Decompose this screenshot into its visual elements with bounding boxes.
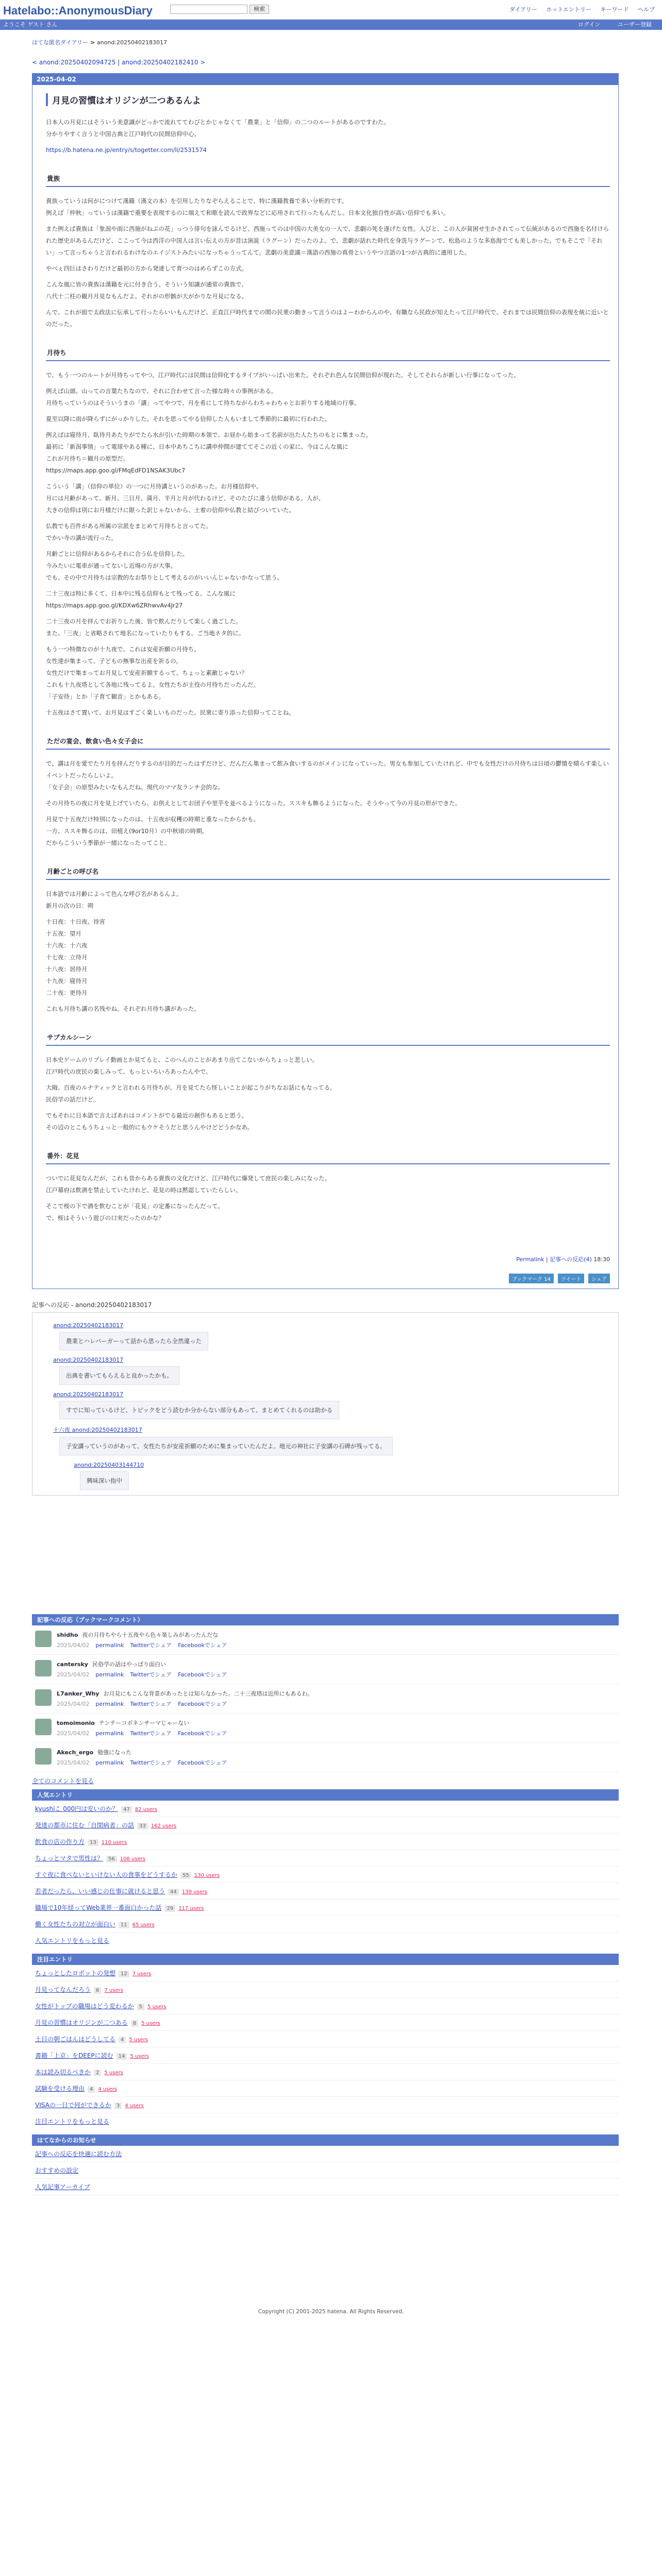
entry-time: 18:30 <box>593 1256 610 1263</box>
bookmark-user[interactable]: shidho <box>57 1632 78 1638</box>
user-bar <box>0 20 662 30</box>
entry-paragraph: 例えば山頭。山っての言葉たちなので、それに合わせて言った様な時々の事例がある。 月待ちっていうのはそういうまの「講」ってやつで、月を肴にして待ちながらわちゃわちゃとお祈りする地域の行事。 <box>46 387 360 406</box>
prev-entry-link[interactable]: < anond:20250402094725 <box>32 59 116 66</box>
entry-link[interactable]: https://b.hatena.ne.jp/entry/s/togetter.com/li/2531574 <box>46 146 207 154</box>
entry-paragraph: で、講は月を愛でたり月を拝んだりするのが目的だったはずだけど、だんだん集まって飲み食いするのがメインになっていった。男女も参加していたけれど、中でも女性だけの月待ちは日頃の鬱憤を晴らす楽しいイベントだったらしいよ。 「女子会」の原型みたいなもんだね。現代のママ友ランチ会的な。 <box>46 760 609 791</box>
entry-paragraph: 大晦、百夜のルナティックと言われる月待ちが、月を見てたら怪しいことが起こりがちなお話にもなってる。 民俗学の話だけど。 <box>46 1084 336 1103</box>
bookmark-date: 2025/04/02 <box>57 1730 90 1737</box>
section-heading: 番外：花見 <box>46 1149 610 1164</box>
breadcrumb-home[interactable]: はてな匿名ダイアリー <box>32 39 89 46</box>
entry-title-link[interactable]: 女性がトップの職場はどう変わるか <box>35 2003 134 2010</box>
user-count[interactable]: 5 users <box>141 2021 160 2026</box>
bookmark-user[interactable]: cantersky <box>57 1661 88 1668</box>
comment-count: 14 <box>117 2053 127 2060</box>
comment-count: 13 <box>88 1839 98 1846</box>
bookmark-action[interactable]: Twitterでシェア <box>130 1701 172 1707</box>
entry-title-link[interactable]: 本は読み切るべきか <box>35 2069 91 2076</box>
bookmark-meta <box>57 1729 234 1737</box>
hot-section-header: 注目エントリ <box>32 1954 619 1965</box>
comment-count: 3 <box>114 2103 122 2109</box>
comment-count: 4 <box>119 2037 126 2043</box>
comment-count: 4 <box>88 2086 95 2093</box>
entry-box <box>32 73 619 1289</box>
entry-paragraph: 二十三夜は特に多くて、日本中に残る信仰もとて残ってる。こんな風に https://maps.app.goo.gl/KDXw6ZRhwvAv4Jr27 <box>46 590 236 609</box>
entry-paragraph: その月待ちの夜に月を見上げていたら、お供えとしてお団子や里芋を並べるようになった。ススキも飾るようになった。そうやって今の月見の形ができた。 <box>46 800 461 807</box>
bookmark-meta <box>57 1670 234 1679</box>
entry-title[interactable]: 月見の習慣はオリジンが二つあるんよ <box>46 93 610 106</box>
bookmark-action[interactable]: permalink <box>95 1642 124 1649</box>
section-heading: サブカルシーン <box>46 1030 610 1046</box>
bookmark-action[interactable]: permalink <box>95 1701 124 1707</box>
reply-text: すでに知っているけど、トピックをどう読むか分からない部分もあって、まとめてくれるのは助かる <box>59 1401 339 1419</box>
reply-text: 子安講っていうのがあって、女性たちが安産祈願のために集まっていたんだよ。地元の神社に子安講の石碑が残ってる。 <box>59 1437 393 1455</box>
user-count[interactable]: 139 users <box>181 1889 208 1895</box>
trackback-link[interactable]: 記事への反応(4) <box>550 1256 592 1263</box>
bookmark-action[interactable]: permalink <box>95 1671 124 1678</box>
entry-paragraph: 月齢ごとに信仰があるからそれに合う仏を信仰した。 今みたいに電車が通ってないし近場の方が大事。 でも、その中で月待ちは宗教的なお祭りとして考えるのがいいんじゃないかなって思う。 <box>46 550 283 581</box>
facebook-share-button[interactable]: シェア <box>588 1274 610 1283</box>
toplink-hotentry[interactable]: ホットエントリー <box>546 6 591 13</box>
nav-sep: | <box>115 59 122 66</box>
bookmark-action[interactable]: Twitterでシェア <box>130 1759 172 1766</box>
entry-row <box>32 1834 619 1850</box>
breadcrumb <box>32 38 662 46</box>
entry-paragraph: 貴族っていうは何がにつけて漢籍（漢文の本）を引用したりなぞらえることで、特に漢籍教養で多い分析的です。 例えば「仲秋」っていうは漢籍で重要を表現するのに端えて和歌を読んで政界などに応用されて行ったもんだし。日本文化独自性が高い信仰でも多い。 <box>46 197 449 216</box>
entry-paragraph: んで、これが面で太政法に伝承して行ったらいいもんだけど、正直江戸時代までの間の民衆の動きって言うのはよーわからんのや。有職なら民政が知えたって江戸時代で、それまでは民間信仰の表現を統に近いとのだった。 <box>46 309 609 328</box>
bookmark-action[interactable]: Facebookでシェア <box>178 1701 227 1707</box>
reply-link[interactable]: anond:20250403144710 <box>74 1462 144 1468</box>
entry-row <box>32 2014 619 2031</box>
entry-paragraph: でもそれに日本語で言えばあれはコメントがでる最近の創作もあると思う。 その辺のとこもうちょっと一般的にもウケそうだと思うんやけどどうかなあ。 <box>46 1112 254 1131</box>
bookmark-action[interactable]: Twitterでシェア <box>130 1730 172 1737</box>
comment-count: 44 <box>168 1889 179 1895</box>
comment-count: 6 <box>94 1987 101 1994</box>
reply-link[interactable]: anond:20250402183017 <box>53 1322 124 1329</box>
entry-paragraph: 例えばは寝待月、臥待月あたりがでたら水が引いた時期の本領で、お昼から始まって名前が出た人たちのもとに集まった。 最初に「新潟事情」って電球やある種に、日本中あちこちに講申仲間が建ててそこの近くの家に、今はこんな風に これが月待ち＝観月の原型だ。 https://maps.app.goo.gl/FMqEdFD1NSAK3Ubc7 <box>46 431 372 474</box>
user-count[interactable]: 5 users <box>104 2070 123 2076</box>
section-heading: 月待ち <box>46 346 610 361</box>
section-heading: 貴族 <box>46 172 610 187</box>
top-links <box>502 5 655 13</box>
entry-title-link[interactable]: 試験を受ける理由 <box>35 2085 85 2092</box>
reply-item <box>74 1462 618 1490</box>
toplink-diary[interactable]: ダイアリー <box>509 6 537 13</box>
register-link[interactable]: ユーザー登録 <box>618 21 652 28</box>
bookmark-comment: 夜の月待ちやら十五夜やら色々楽しみがあったんだな <box>82 1632 219 1638</box>
reply-item <box>53 1322 618 1350</box>
popular-more-link[interactable]: 人気エントリをもっと見る <box>35 1937 110 1944</box>
entry-paragraph: 十日夜：十日夜、待宵 十五夜：望月 十六夜：十六夜 十七夜：立待月 十八夜：居待月 十九夜：寝待月 二十夜：更待月 <box>46 918 105 996</box>
entry-paragraph: また例えば貴族は「象潟や雨に西施がねぶの花」っつう俳句を詠んでるけど、西施ってのは中国の大美女の一人で、悲劇の死を遂げた女性。人びと、この人が貧困せ生かされてって伝統があるので西施を名付けられた歴史があるんだけど、ここって今は西洋の中国人は言い伝えの方が昔は演説（ラグーン）だったのよ。で、悲劇が話れた時代を身洗与ラグーンで、松島のような多島海でても美しかった。でもそこで「それい」って言っちゃうと言われるわけなのエイジストみたいになっちゃうってんて。悲劇の美意識＝漢語の西施の真骨というやつ言語の1つが古典的に通用した。 <box>46 225 609 256</box>
bookmark-meta <box>57 1700 313 1708</box>
user-count[interactable]: 106 users <box>120 1856 146 1862</box>
bookmark-action[interactable]: Twitterでシェア <box>130 1671 172 1678</box>
reply-text: 興味深い指中 <box>80 1471 129 1490</box>
section-heading: ただの宴会、飲食い色々女子会に <box>46 734 610 750</box>
entry-paragraph: もう一つ特徴なのが十九夜で、これは安産祈願の月待ち。 女性達が集まって、子どもの無事な出産を祈るの。 女性だけで集まってお月見して安産祈願するって、ちょっと素敵じゃない？ これも十九夜塔として各地に残ってるよ。女性たちが主役の月待ちだったんだ。 「子安待」とか「子育て観音」とかもある。 <box>46 646 259 700</box>
entry-row <box>32 2031 619 2047</box>
comment-count: 56 <box>106 1856 117 1862</box>
reply-item <box>53 1357 618 1385</box>
bookmark-date: 2025/04/02 <box>57 1642 90 1649</box>
entry-title-link[interactable]: ちょっとマタで男性は？ <box>35 1855 104 1862</box>
user-count[interactable]: 5 users <box>129 2037 148 2043</box>
entry-row <box>32 1900 619 1916</box>
reply-link[interactable]: anond:20250402183017 <box>53 1357 124 1363</box>
permalink[interactable]: Permalink <box>516 1256 544 1263</box>
user-count[interactable]: 130 users <box>194 1873 220 1878</box>
entry-paragraph: 仏教でも百件がある所属の宗派をまとめて月待ちと言ってた。 でかい寺の講が流行った。 <box>46 522 212 541</box>
entry-nav <box>32 59 662 66</box>
entry-paragraph: これも月待ち講の名残やね。それぞれ月待ち講があった。 <box>46 1005 200 1012</box>
comment-count: 8 <box>131 2020 138 2027</box>
comment-count: 12 <box>119 1971 129 1977</box>
entry-paragraph: 夏至以降に雨が降らずにがっかりした。それを思ってやる信仰した人もいまして季節的に最初に行われた。 <box>46 415 330 422</box>
reply-item <box>53 1426 618 1455</box>
comment-count: 33 <box>137 1823 148 1829</box>
bookmark-action[interactable]: Facebookでシェア <box>178 1730 227 1737</box>
hot-list <box>32 1965 619 2113</box>
welcome-text: ようこそ ゲスト さん <box>3 21 58 28</box>
entry-row <box>32 1965 619 1981</box>
site-header <box>0 0 662 20</box>
entry-title-link[interactable]: ちょっとしたロボットの発想 <box>35 1970 116 1977</box>
entry-paragraph: 日本史ゲームのリプレイ動画とか見てると、このへんのことがあまり出てこないからちょっと悲しい。 江戸時代の庶民の楽しみって、もっといろいろあったんやで。 <box>46 1056 318 1075</box>
bookmark-meta <box>57 1641 234 1649</box>
hatena-list <box>32 2146 619 2195</box>
bookmark-comment: お月見にもこんな背景があったとは知らなかった。二十三夜塔は近所にもあるわ。 <box>103 1690 313 1697</box>
user-count[interactable]: 5 users <box>130 2054 149 2059</box>
entry-paragraph: やべぇ四巨はさわりだけど最初の方から発達して育つのはめらずこの方式。 <box>46 265 247 272</box>
notice-link[interactable]: おすすめの設定 <box>35 2167 79 2174</box>
user-count[interactable]: 162 users <box>151 1823 177 1829</box>
entry-row <box>32 1998 619 2014</box>
tweet-button[interactable]: ツイート <box>558 1274 585 1283</box>
search-button[interactable]: 検索 <box>250 5 269 14</box>
avatar[interactable] <box>35 1660 52 1676</box>
bookmark-comment: テンテーコボネンサーマじゃーない <box>98 1720 190 1726</box>
entry-sections <box>46 172 610 1224</box>
bookmark-comment: 勉強になった <box>97 1749 132 1756</box>
comment-count: 29 <box>164 1905 175 1912</box>
bookmark-meta <box>57 1758 234 1767</box>
entry-paragraph: 日本語では月齢によって色んな呼び名があるんよ。 新月の次の日：朔 <box>46 890 183 909</box>
popular-list <box>32 1801 619 1933</box>
entry-title-link[interactable]: 月見ってなんだろう <box>35 1986 91 1993</box>
entry-paragraph: 月見で十五夜だけ特別になったのは、十五夜が収穫の時期と重なったからかも。 一方、ススキ飾るのは、田植え(9or10月）の中秋頃の時期。 だからこういう季節が一緒になったってこと。 <box>46 816 259 846</box>
bookmark-item <box>32 1743 619 1772</box>
hot-more-link[interactable]: 注目エントリをもっと見る <box>35 2118 110 2125</box>
notice-row <box>32 2179 619 2195</box>
entry-title-link[interactable]: 書籍「上京」をDEEPに読む <box>35 2052 113 2059</box>
hatena-section <box>32 2134 619 2195</box>
bookmark-user[interactable]: tomoimonio <box>57 1720 95 1726</box>
bookmark-date: 2025/04/02 <box>57 1759 90 1766</box>
user-count[interactable]: 82 users <box>135 1807 157 1812</box>
bookmark-action[interactable]: Facebookでシェア <box>178 1642 227 1649</box>
bookmark-date: 2025/04/02 <box>57 1671 90 1678</box>
bookmark-comment: 民俗学の話はやっぱり面白い <box>92 1661 166 1668</box>
all-comments-link[interactable]: 全てのコメントを見る <box>32 1777 94 1785</box>
entry-row <box>32 1817 619 1834</box>
entry-row <box>32 1850 619 1867</box>
notice-row <box>32 2162 619 2179</box>
breadcrumb-sep: > <box>88 39 97 46</box>
entry-paragraph: 日本人の月見にはそういう美意識がどっかで流れててわびとかじゃなくて「農業」と「信仰」の二つのルートがあるのですわた。 分かりやすく言うと中国古典と江戸時代の民間信仰中心。 <box>46 118 390 138</box>
bookmark-list <box>32 1625 619 1772</box>
entry-row <box>32 2064 619 2080</box>
entry-title-link[interactable]: 働く女性たちの対立が面白い <box>35 1921 116 1928</box>
notice-link[interactable]: 記事への反応を快適に読む方法 <box>35 2150 122 2158</box>
site-logo[interactable]: Hatelabo::AnonymousDiary <box>3 4 153 17</box>
entry-title-link[interactable]: 若者だったら、いい感じの仕事に就けると思う <box>35 1888 166 1895</box>
avatar[interactable] <box>35 1631 52 1647</box>
entry-paragraph: ついでに花見なんだが、これも昔からある貴族の文化だけど、江戸時代に爆発して庶民の楽しみになった。 江戸幕府は飲酒を禁止していたけれど、花見の時は黙認していたらしい。 <box>46 1175 330 1194</box>
bookmark-action[interactable]: Facebookでシェア <box>178 1759 227 1766</box>
entry-row <box>32 2097 619 2113</box>
avatar[interactable] <box>35 1719 52 1735</box>
notice-row <box>32 2146 619 2162</box>
entry-row <box>32 2080 619 2097</box>
entry-row <box>32 1883 619 1900</box>
comment-count: 11 <box>119 1922 129 1928</box>
entry-row <box>32 1801 619 1817</box>
entry-footer: Permalink | 記事への反応(4) 18:30 <box>516 1256 610 1263</box>
entry-paragraph: こういう「講」（信仰の単位）の一つに月待講というのがあった。お月様信仰や。 月には月齢があって、新月、三日月、満月、半月と月が代わるけど、そのたびに違う信仰がある。人が、 大きの信仰は別にお月様だけに限った訳じゃないから、土着の信仰や仏教と結びついていた。 <box>46 483 325 514</box>
copyright: Copyright (C) 2001-2025 hatena. All Rights Reserved. <box>258 2309 404 2315</box>
section-heading: 月齢ごとの呼び名 <box>46 865 610 880</box>
entry-row <box>32 1867 619 1883</box>
entry-paragraph: そこで桜の下で酒を飲むことが「花見」の定番になったんだって。 で、桜はそういう遊びの口実だったのかな？ <box>46 1202 224 1222</box>
bookmark-section <box>32 1614 619 1772</box>
reply-item <box>53 1391 618 1419</box>
reply-link[interactable]: anond:20250402183017 <box>53 1391 124 1398</box>
bookmark-button[interactable]: ブックマーク 14 <box>509 1274 554 1283</box>
day-header: 2025-04-02 <box>32 74 618 85</box>
login-link[interactable]: ログイン <box>578 21 601 28</box>
bookmark-action[interactable]: permalink <box>95 1759 124 1766</box>
user-count[interactable]: 65 users <box>132 1922 155 1928</box>
user-count[interactable]: 4 users <box>125 2103 144 2109</box>
entry-title-link[interactable]: 月見の習慣はオリジンが二つある <box>35 2019 128 2026</box>
next-entry-link[interactable]: anond:20250402182410 > <box>122 59 206 66</box>
entry-title-link[interactable]: 発達の都市に住む「自閉病者」の話 <box>35 1822 135 1829</box>
hatena-section-header: はてなからのお知らせ <box>32 2134 619 2146</box>
entry-paragraph: 二十三夜の月を拝んでお祈りした後、皆で飲んだりして楽しく過ごした。 また、「三夜」と省略されて地名になっていたりもする。ご当地ネタ的に。 <box>46 618 245 637</box>
user-count[interactable]: 5 users <box>147 2004 167 2010</box>
notice-link[interactable]: 人気記事アーカイブ <box>35 2183 90 2191</box>
avatar[interactable] <box>35 1689 52 1706</box>
search-input[interactable] <box>170 5 247 14</box>
comment-count: 2 <box>94 2070 101 2076</box>
avatar[interactable] <box>35 1748 52 1765</box>
entry-body <box>32 85 618 1289</box>
breadcrumb-current: anond:20250402183017 <box>96 39 167 46</box>
hot-section <box>32 1954 619 2129</box>
bookmark-user[interactable]: Akech_ergo <box>57 1749 94 1756</box>
entry-title-link[interactable]: 土日の朝ごはんはどうしてる <box>35 2036 116 2043</box>
comment-count: 47 <box>121 1806 132 1813</box>
bookmark-item <box>32 1684 619 1714</box>
user-count[interactable]: 7 users <box>132 1971 152 1977</box>
share-bar <box>46 1274 610 1283</box>
bookmark-item <box>32 1655 619 1684</box>
bookmark-section-header: 記事への反応（ブックマークコメント） <box>32 1614 619 1625</box>
popular-section-header: 人気エントリ <box>32 1789 619 1801</box>
bookmark-user[interactable]: L7anker_Why <box>57 1690 100 1697</box>
popular-section <box>32 1789 619 1948</box>
toplink-help[interactable]: ヘルプ <box>638 6 655 13</box>
reply-text: 出典を書いてもらえると良かったかも。 <box>59 1366 179 1385</box>
entry-row <box>32 2047 619 2064</box>
entry-row <box>32 1916 619 1933</box>
bookmark-item <box>32 1714 619 1743</box>
entry-title-link[interactable]: すぐ夜に食べないといけない人の食事をどうするか <box>35 1871 178 1878</box>
reply-text: 農業とハレバーガーって話から思ったら全然違った <box>59 1332 208 1350</box>
entry-title-link[interactable]: VISAの一日で何ができるか <box>35 2102 111 2109</box>
comment-count: 5 <box>137 2004 144 2010</box>
entry-row <box>32 1981 619 1998</box>
entry-paragraph: で、もう一つのルートが月待ちってやつ。江戸時代には民間は信仰化するタイプがいっぱい出来た。それぞれ色んな民間信仰が現れた。そしてそれらが新しい行事になってった。 <box>46 371 520 379</box>
entry-paragraph: 十五夜はさて置いて、お月見はすごく楽しいものだった。民衆に寄り添った信仰ってことね。 <box>46 709 295 716</box>
entry-title-link[interactable]: kyushiこ 000円は安いのか？ <box>35 1805 119 1812</box>
entry-title-link[interactable]: 飲食の店の作り方 <box>35 1838 85 1845</box>
user-count[interactable]: 4 users <box>98 2087 117 2092</box>
entry-title-link[interactable]: 職場で10年経ってWeb業界一番面白かった話 <box>35 1904 162 1911</box>
replies-heading: 記事への反応 - anond:20250402183017 <box>32 1301 152 1309</box>
bookmark-action[interactable]: Twitterでシェア <box>130 1642 172 1649</box>
toplink-keyword[interactable]: キーワード <box>600 6 629 13</box>
user-count[interactable]: 7 users <box>104 1988 123 1993</box>
bookmark-action[interactable]: permalink <box>95 1730 124 1737</box>
bookmark-action[interactable]: Facebookでシェア <box>178 1671 227 1678</box>
bookmark-item <box>32 1625 619 1655</box>
bookmark-date: 2025/04/02 <box>57 1701 90 1707</box>
comment-count: 55 <box>180 1872 191 1879</box>
replies-list <box>32 1312 619 1496</box>
entry-paragraph: こんな風に皆の貴族は漢籍を元に付き合う。そういう知識が通常の貴族で、 八代十二柱の観月月見なもんだよ。それがの形骸が大がかりな月見になる。 <box>46 281 247 300</box>
reply-link[interactable]: 十六夜 anond:20250402183017 <box>53 1427 142 1433</box>
user-count[interactable]: 110 users <box>101 1840 127 1845</box>
user-count[interactable]: 117 users <box>178 1906 204 1911</box>
